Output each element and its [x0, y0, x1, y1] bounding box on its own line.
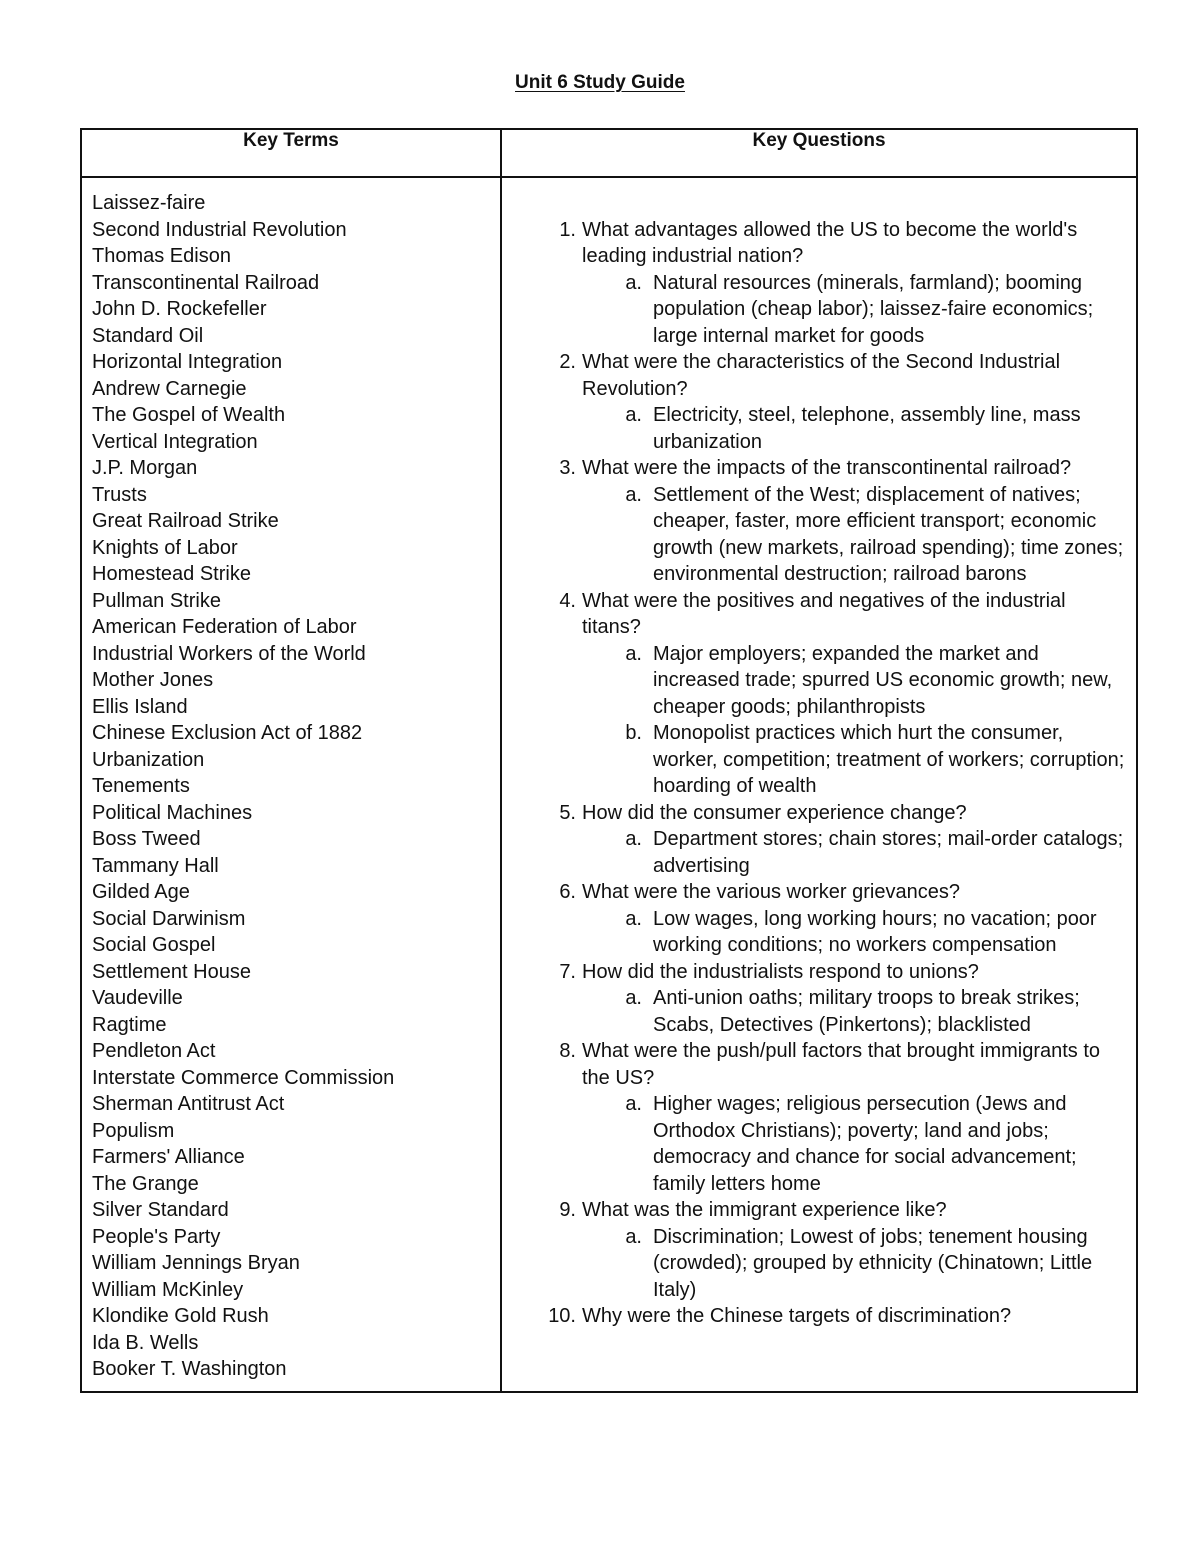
answer-item [582, 270, 1126, 350]
answer-list [582, 482, 1126, 588]
key-term-item: Social Darwinism [92, 907, 246, 930]
answer-item [582, 826, 1126, 879]
key-term-item: Sherman Antitrust Act [92, 1093, 285, 1115]
key-term-item: Ida B. Wells [92, 1331, 199, 1354]
answer-list [582, 402, 1126, 455]
key-term-item: Andrew Carnegie [92, 377, 247, 400]
key-term-item: Standard Oil [92, 324, 204, 347]
answer-letter: a. [625, 271, 642, 294]
answer-letter: a. [625, 404, 642, 426]
key-term-item: Farmers' Alliance [92, 1146, 245, 1168]
question-text: How did the industrialists respond to unions? [582, 960, 979, 983]
key-term-item: Homestead Strike [92, 563, 251, 585]
key-term-item: Vaudeville [92, 987, 183, 1009]
key-term-item: The Grange [92, 1172, 199, 1195]
question-number: 9. [559, 1199, 576, 1221]
answer-letter: a. [625, 1093, 642, 1115]
key-term-item: Horizontal Integration [92, 351, 283, 373]
question-item [502, 588, 1126, 800]
key-term-item: Industrial Workers of the World [92, 642, 366, 665]
key-term-item: Booker T. Washington [92, 1358, 287, 1380]
key-term-item: Pendleton Act [92, 1040, 216, 1062]
answer-item [582, 482, 1126, 588]
answer-item [582, 906, 1126, 959]
answer-text: Discrimination; Lowest of jobs; tenement housing (crowded); grouped by ethnicity (Chinatown; Little Italy) [653, 1225, 1093, 1301]
answer-text: Natural resources (minerals, farmland); booming population (cheap labor); laissez-faire economics; large internal market for goods [653, 271, 1094, 347]
question-text: What advantages allowed the US to become the world's leading industrial nation? [582, 218, 1078, 267]
key-term-item: Pullman Strike [92, 589, 221, 612]
question-number: 1. [559, 218, 576, 241]
answer-letter: a. [625, 483, 642, 506]
question-text: What were the positives and negatives of the industrial titans? [582, 589, 1066, 638]
key-term-item: Great Railroad Strike [92, 510, 279, 532]
key-term-item: Klondike Gold Rush [92, 1305, 269, 1327]
answer-list [582, 270, 1126, 350]
key-term-item: Gilded Age [92, 881, 190, 903]
key-term-item: The Gospel of Wealth [92, 404, 286, 426]
question-item [502, 1038, 1126, 1197]
key-term-item: Tammany Hall [92, 854, 219, 877]
answer-list [582, 826, 1126, 879]
answer-item [582, 641, 1126, 721]
answer-text: Monopolist practices which hurt the consumer, worker, competition; treatment of workers; corruption; hoarding of wealth [653, 722, 1125, 797]
key-questions-header: Key Questions [501, 129, 1137, 177]
key-term-item: Vertical Integration [92, 430, 258, 453]
question-item [502, 455, 1126, 588]
answer-letter: a. [625, 987, 642, 1009]
key-term-item: Chinese Exclusion Act of 1882 [92, 722, 363, 744]
answer-text: Major employers; expanded the market and increased trade; spurred US economic growth; new, cheaper goods; philanthropists [653, 642, 1113, 718]
answer-item [582, 1091, 1126, 1197]
key-term-item: William McKinley [92, 1278, 244, 1301]
key-term-item: Settlement House [92, 960, 251, 983]
question-number: 4. [559, 589, 576, 612]
question-number: 10. [548, 1305, 576, 1327]
question-number: 2. [559, 351, 576, 373]
key-term-item: Tenements [92, 775, 190, 797]
key-term-item: People's Party [92, 1225, 221, 1248]
question-text: Why were the Chinese targets of discrimination? [582, 1305, 1012, 1327]
key-term-item: Boss Tweed [92, 828, 201, 850]
page-title: Unit 6 Study Guide [515, 72, 685, 93]
key-term-item: Knights of Labor [92, 536, 238, 559]
question-number: 6. [559, 881, 576, 903]
answer-item [582, 1224, 1126, 1304]
answer-letter: a. [625, 907, 642, 930]
answer-item [582, 720, 1126, 800]
key-term-item: Ellis Island [92, 695, 188, 718]
key-term-item: Social Gospel [92, 934, 216, 956]
question-number: 8. [559, 1040, 576, 1062]
key-term-item: William Jennings Bryan [92, 1252, 300, 1274]
answer-item [582, 402, 1126, 455]
key-questions-cell [501, 177, 1137, 1392]
answer-text: Low wages, long working hours; no vacation; poor working conditions; no workers compensation [653, 907, 1097, 956]
answer-list [582, 641, 1126, 800]
answer-list [582, 1224, 1126, 1304]
answer-letter: a. [625, 828, 642, 850]
question-text: What were the push/pull factors that brought immigrants to the US? [582, 1040, 1101, 1089]
key-term-item: Laissez-faire [92, 192, 206, 214]
answer-item [582, 985, 1126, 1038]
key-terms-list [82, 178, 500, 1391]
question-text: What were the various worker grievances? [582, 881, 960, 903]
answer-letter: a. [625, 642, 642, 665]
key-term-item: Second Industrial Revolution [92, 218, 347, 241]
key-questions-list [502, 178, 1136, 1338]
key-term-item: John D. Rockefeller [92, 298, 267, 320]
answer-list [582, 906, 1126, 959]
key-term-item: Trusts [92, 483, 147, 506]
question-text: What were the impacts of the transcontinental railroad? [582, 457, 1072, 479]
key-terms-header: Key Terms [81, 129, 501, 177]
question-item [502, 349, 1126, 455]
study-guide-table [80, 128, 1138, 1393]
answer-letter: b. [625, 722, 642, 744]
key-term-item: Urbanization [92, 748, 205, 771]
answer-text: Anti-union oaths; military troops to break strikes; Scabs, Detectives (Pinkertons); blacklisted [653, 987, 1080, 1036]
key-term-item: J.P. Morgan [92, 457, 198, 479]
key-term-item: Silver Standard [92, 1199, 229, 1221]
content-row [81, 177, 1137, 1392]
question-item [502, 879, 1126, 959]
question-text: How did the consumer experience change? [582, 801, 967, 824]
question-item [502, 1197, 1126, 1303]
answer-text: Settlement of the West; displacement of natives; cheaper, faster, more efficient transport; economic growth (new markets, railroad spending); time zones; environmental destruction; railroad barons [653, 483, 1124, 585]
key-term-item: Transcontinental Railroad [92, 271, 320, 294]
key-term-item: Political Machines [92, 801, 253, 824]
question-item [502, 800, 1126, 880]
key-terms-cell [81, 177, 501, 1392]
question-item [502, 1303, 1126, 1330]
question-number: 5. [559, 801, 576, 824]
key-term-item: Populism [92, 1119, 175, 1142]
question-number: 7. [559, 960, 576, 983]
key-term-item: American Federation of Labor [92, 616, 357, 638]
question-text: What were the characteristics of the Second Industrial Revolution? [582, 351, 1061, 400]
key-term-item: Interstate Commerce Commission [92, 1066, 395, 1089]
question-item [502, 959, 1126, 1039]
answer-text: Electricity, steel, telephone, assembly line, mass urbanization [653, 404, 1081, 453]
question-item [502, 217, 1126, 350]
answer-letter: a. [625, 1225, 642, 1248]
header-row [81, 129, 1137, 177]
answer-list [582, 985, 1126, 1038]
answer-text: Department stores; chain stores; mail-order catalogs; advertising [653, 828, 1124, 877]
question-text: What was the immigrant experience like? [582, 1199, 947, 1221]
key-term-item: Ragtime [92, 1013, 167, 1036]
answer-list [582, 1091, 1126, 1197]
answer-text: Higher wages; religious persecution (Jews and Orthodox Christians); poverty; land and jobs; democracy and chance for social advancement; family letters home [653, 1093, 1077, 1195]
question-number: 3. [559, 457, 576, 479]
key-term-item: Thomas Edison [92, 245, 231, 267]
key-term-item: Mother Jones [92, 669, 214, 691]
